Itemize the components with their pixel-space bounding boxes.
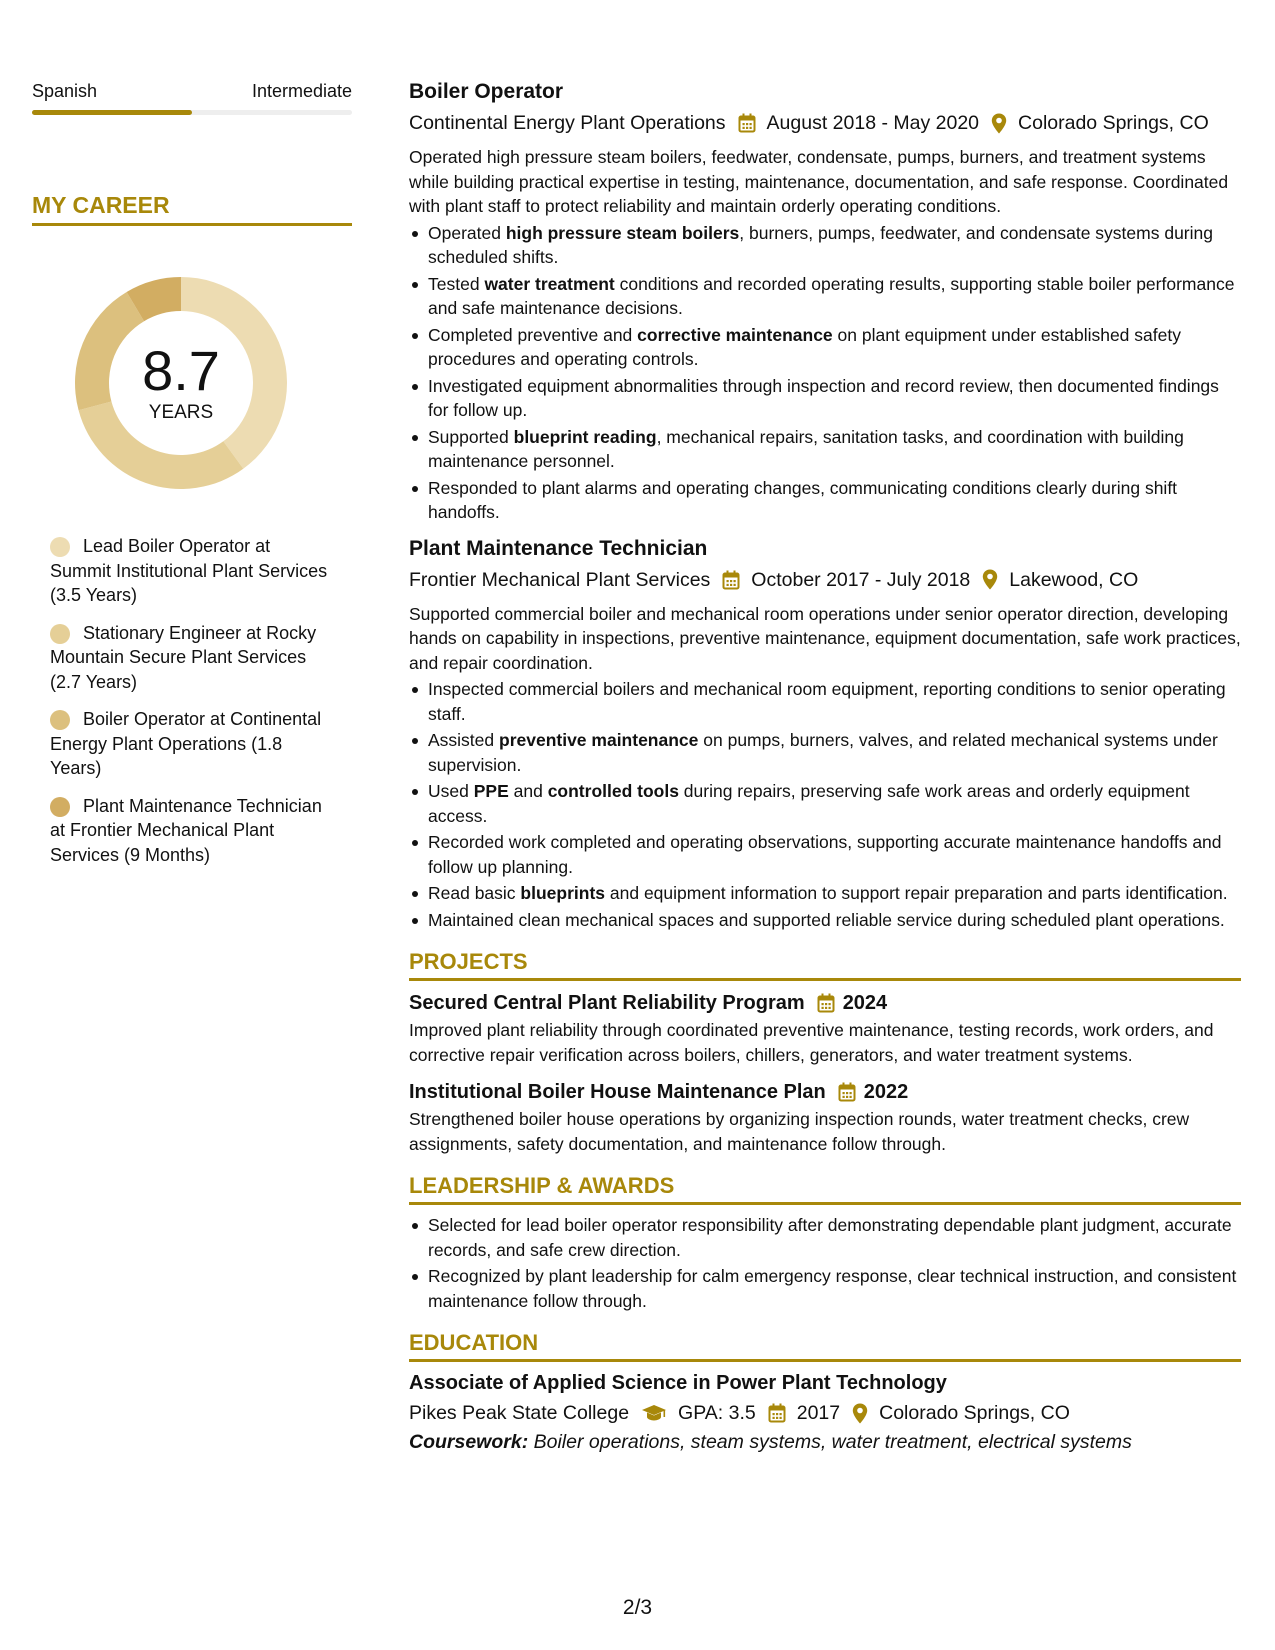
bullet-text: on plant equipment under established safety procedures and operating controls. [428,324,1181,369]
language-row [32,80,352,102]
career-legend-label: Lead Boiler Operator at Summit Institutional Plant Services (3.5 Years) [50,536,328,605]
bullet-text: Inspected commercial boilers and mechanical room equipment, reporting conditions to senior operating staff. [428,679,1226,724]
company-name: Continental Energy Plant Operations [409,112,726,134]
bullet-text: , mechanical repairs, sanitation tasks, and coordination with building maintenance personnel. [428,426,1184,471]
bullet-item [428,476,1241,525]
career-legend-label: Boiler Operator at Continental Energy Plant Operations (1.8 Years) [50,709,322,778]
sidebar [32,80,352,880]
main-content [409,78,1241,1456]
bullet-keyword: controlled tools [547,781,679,801]
education-meta [409,1399,1241,1427]
donut-center [66,268,296,498]
coursework-label: Coursework: [409,1431,529,1453]
job-dates: August 2018 - May 2020 [766,112,980,134]
job-meta [409,566,1241,594]
bullet-dot [412,1274,418,1280]
calendar-icon [817,993,835,1013]
legend-dot [50,710,70,730]
bullet-dot [412,738,418,744]
projects-rule [409,978,1241,981]
job-title: Plant Maintenance Technician [409,536,708,560]
bullet-dot [412,384,418,390]
language-level: Intermediate [251,81,352,101]
job-location: Lakewood, CO [1009,568,1139,591]
bullet-item [428,221,1241,270]
bullet-dot [412,231,418,237]
career-legend-item [50,794,330,868]
bullet-text: , burners, pumps, feedwater, and condensate systems during scheduled shifts. [428,222,1213,267]
gpa: GPA: 3.5 [678,1402,756,1424]
career-heading-rule [32,223,352,226]
language-proficiency-bar [32,110,352,115]
map-pin-icon [991,113,1007,134]
bullet-item [428,779,1241,828]
bullet-dot [412,918,418,924]
bullet-text: Tested [428,273,485,294]
page-number: 2/3 [622,1596,653,1619]
career-legend [32,534,330,867]
bullet-keyword: preventive maintenance [499,730,699,750]
bullet-item [428,881,1241,906]
bullet-item [428,677,1241,726]
leadership-rule [409,1202,1241,1205]
legend-dot [50,537,70,557]
project-year: 2022 [863,1081,909,1103]
bullet-text: Investigated equipment abnormalities through inspection and record review, then documented findings for follow up. [428,375,1219,420]
coursework-list: Boiler operations, steam systems, water treatment, electrical systems [533,1431,1132,1453]
school-location: Colorado Springs, CO [879,1402,1070,1424]
language-name: Spanish [32,81,98,101]
bullet-dot [412,333,418,339]
bullet-keyword: PPE [473,781,509,801]
bullet-item [428,425,1241,474]
project-title: Secured Central Plant Reliability Program [409,992,805,1014]
language-proficiency-fill [32,110,192,115]
bullet-text: Read basic [428,883,521,903]
leadership-item [428,1264,1241,1313]
bullet-keyword: corrective maintenance [637,324,833,345]
bullet-text: and [508,781,548,801]
degree-title: Associate of Applied Science in Power Plant Technology [409,1372,947,1394]
graduation-year: 2017 [796,1402,841,1424]
project-entry [409,1079,1241,1156]
bullet-item [428,908,1241,933]
legend-dot [50,797,70,817]
calendar-icon [768,1403,786,1423]
career-legend-item [50,621,330,695]
bullet-text: Responded to plant alarms and operating changes, communicating conditions clearly during shift handoffs. [428,477,1178,522]
education-heading: EDUCATION [409,1330,539,1355]
job-bullets [409,221,1241,525]
experience-entry [409,78,1241,525]
leadership-item [428,1213,1241,1262]
company-name: Frontier Mechanical Plant Services [409,568,711,591]
bullet-item [428,830,1241,879]
bullet-item [428,272,1241,321]
bullet-item [428,374,1241,423]
total-years-unit: YEARS [148,402,214,423]
project-title: Institutional Boiler House Maintenance Plan [409,1081,826,1103]
map-pin-icon [852,1403,868,1424]
graduation-cap-icon [641,1404,667,1422]
job-meta [409,109,1241,137]
bullet-dot [412,840,418,846]
bullet-keyword: blueprints [520,883,606,903]
bullet-text: Supported [428,426,514,447]
bullet-dot [412,687,418,693]
career-legend-label: Plant Maintenance Technician at Frontier Mechanical Plant Services (9 Months) [50,795,322,865]
bullet-keyword: water treatment [484,273,615,294]
career-legend-item [50,707,330,781]
job-location: Colorado Springs, CO [1018,112,1209,134]
bullet-dot [412,435,418,441]
bullet-text: conditions and recorded operating results, supporting stable boiler performance and safe maintenance decisions. [428,273,1235,318]
calendar-icon [738,113,756,133]
total-years-value: 8.7 [142,339,220,402]
bullet-keyword: high pressure steam boilers [505,222,740,243]
bullet-text: Used [428,781,474,801]
project-entry [409,990,1241,1067]
legend-dot [50,624,70,644]
career-donut-chart [66,268,296,498]
bullet-item [428,728,1241,777]
school-name: Pikes Peak State College [409,1402,630,1424]
education-rule [409,1359,1241,1362]
bullet-item [428,323,1241,372]
career-heading: MY CAREER [32,192,170,218]
bullet-text: Recorded work completed and operating observations, supporting accurate maintenance handoffs and follow up planning. [428,832,1222,877]
leadership-bullets [409,1213,1241,1313]
projects-heading: PROJECTS [409,949,528,974]
bullet-text: on pumps, burners, valves, and related mechanical systems under supervision. [428,730,1218,775]
bullet-dot [412,1223,418,1229]
bullet-dot [412,486,418,492]
map-pin-icon [982,569,998,590]
bullet-dot [412,891,418,897]
job-title: Boiler Operator [409,80,564,103]
project-title-row [409,1079,1241,1105]
project-year: 2024 [842,992,888,1014]
bullet-text: Operated [428,222,506,243]
job-dates: October 2017 - July 2018 [751,568,971,591]
job-description: Operated high pressure steam boilers, feedwater, condensate, pumps, burners, and treatment systems while building practical expertise in testing, maintenance, documentation, and safe response. Coordinated with plant staff to protect reliability and maintain orderly operating conditions. [409,147,1229,216]
calendar-icon [838,1082,856,1102]
bullet-text: and equipment information to support repair preparation and parts identification. [605,883,1228,903]
job-description: Supported commercial boiler and mechanical room operations under senior operator direction, developing hands on capability in inspections, preventive maintenance, equipment documentation, safe work practices, and repair coordination. [409,603,1241,673]
bullet-text: during repairs, preserving safe work areas and orderly equipment access. [428,781,1190,826]
project-description: Strengthened boiler house operations by organizing inspection rounds, water treatment checks, crew assignments, safety documentation, and maintenance follow through. [409,1109,1190,1154]
project-title-row [409,990,1241,1016]
career-legend-item [50,534,330,608]
bullet-text: Assisted [428,730,499,750]
leadership-text: Recognized by plant leadership for calm emergency response, clear technical instruction, and consistent maintenance follow through. [428,1266,1237,1311]
bullet-dot [412,282,418,288]
project-description: Improved plant reliability through coordinated preventive maintenance, testing records, work orders, and corrective repair verification across boilers, chillers, generators, and water treatment systems. [409,1020,1214,1065]
coursework [409,1428,1241,1456]
bullet-dot [412,789,418,795]
bullet-text: Completed preventive and [428,324,638,345]
leadership-heading: LEADERSHIP & AWARDS [409,1173,675,1198]
leadership-text: Selected for lead boiler operator responsibility after demonstrating dependable plant judgment, accurate records, and safe crew direction. [428,1215,1232,1260]
bullet-text: Maintained clean mechanical spaces and supported reliable service during scheduled plant operations. [428,909,1225,930]
experience-entry [409,535,1241,933]
calendar-icon [722,570,740,590]
job-bullets [409,677,1241,932]
bullet-keyword: blueprint reading [513,426,657,447]
career-legend-label: Stationary Engineer at Rocky Mountain Secure Plant Services (2.7 Years) [50,622,317,692]
